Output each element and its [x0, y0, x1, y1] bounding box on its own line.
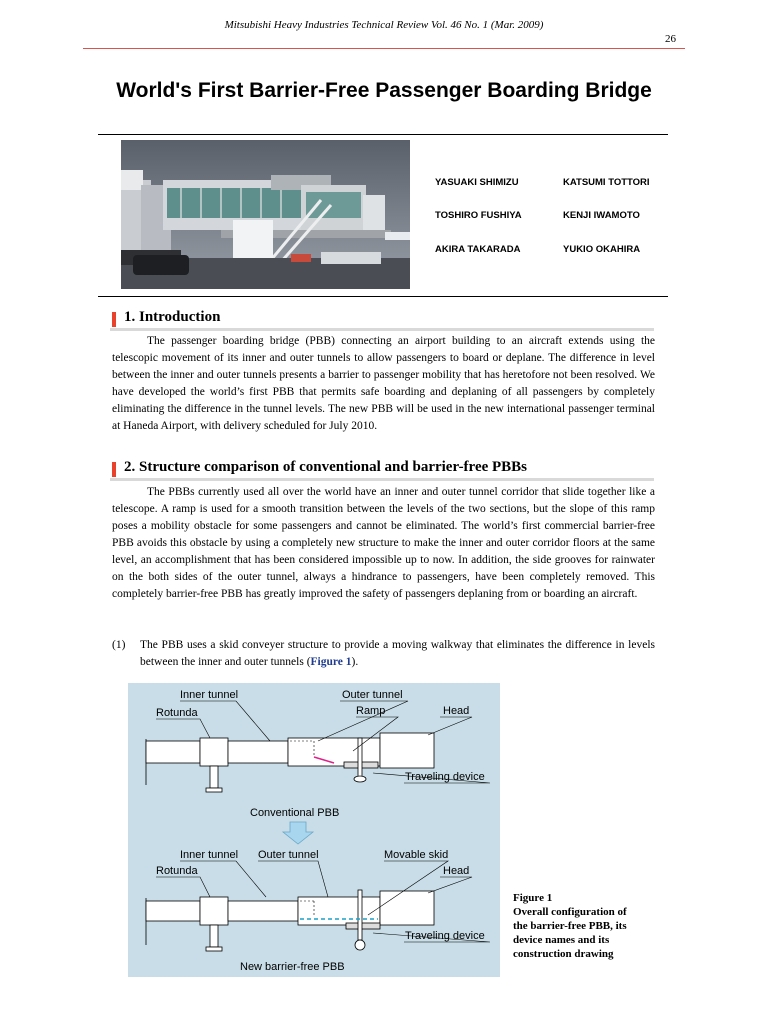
label-rotunda-bottom: Rotunda [156, 865, 198, 877]
author-4: KENJI IWAMOTO [563, 210, 640, 221]
label-conventional-pbb: Conventional PBB [250, 807, 340, 819]
boarding-bridge-photo [121, 140, 410, 289]
intro-paragraph: The passenger boarding bridge (PBB) connecting an airport building to an aircraft extends using the telescopic movement of its inner and outer tunnels to allow passengers to board or deplane. The difference in level between the inner and outer tunnels presents a barrier to passenger mobility that has heretofore not been resolved. We have developed the world’s first PBB that permits safe boarding and deplaning of all passengers by completely eliminating the difference in the tunnel levels. The new PBB will be used in the new international passenger terminal at Haneda Airport, with delivery scheduled for July 2010. [112, 335, 655, 432]
author-1: YASUAKI SHIMIZU [435, 177, 519, 188]
caption-title: Figure 1 [513, 892, 553, 904]
title-rule [98, 134, 668, 135]
figure-1-link[interactable]: Figure 1 [310, 656, 352, 668]
label-traveling-device-top: Traveling device [405, 771, 485, 783]
label-rotunda-top: Rotunda [156, 707, 198, 719]
label-head-bottom: Head [443, 865, 470, 877]
label-inner-tunnel-top: Inner tunnel [180, 689, 239, 701]
figure-1-caption [513, 891, 643, 961]
section-heading-structure: 2. Structure comparison of conventional and barrier-free PBBs [110, 460, 654, 481]
label-ramp: Ramp [356, 705, 386, 717]
author-5: AKIRA TAKARADA [435, 244, 521, 255]
label-outer-tunnel-bottom: Outer tunnel [258, 849, 319, 861]
label-traveling-device-bottom: Traveling device [405, 930, 485, 942]
author-3: TOSHIRO FUSHIYA [435, 210, 522, 221]
article-title: World's First Barrier-Free Passenger Boarding Bridge [116, 79, 652, 102]
page-number: 26 [665, 33, 676, 45]
label-outer-tunnel-top: Outer tunnel [342, 689, 403, 701]
header-rule [83, 48, 685, 49]
caption-text: Overall configuration of the barrier-free PBB, its device names and its construction drawing [513, 906, 627, 960]
label-head-top: Head [443, 705, 470, 717]
author-2: KATSUMI TOTTORI [563, 177, 650, 188]
figure-1-diagram [128, 683, 500, 977]
author-6: YUKIO OKAHIRA [563, 244, 641, 255]
journal-header: Mitsubishi Heavy Industries Technical Review Vol. 46 No. 1 (Mar. 2009) [224, 19, 544, 31]
section-marker [112, 462, 116, 477]
author-rule [98, 296, 668, 297]
section-marker [112, 312, 116, 327]
label-movable-skid: Movable skid [384, 849, 449, 861]
structure-paragraph: The PBBs currently used all over the world have an inner and outer tunnel corridor that slide together like a telescope. A ramp is used for a smooth transition between the levels of the two sections, but the slope of this ramp poses a mobility obstacle for some passengers and cannot be eliminated. The world’s first commercial barrier-free PBB avoids this obstacle by using a completely new structure to make the inner and outer corridor floors at the same level, an accomplishment that has been considered impossible up to now. In addition, the side grooves for rainwater on the both sides of the outer tunnel, always a hindrance to passengers, have been completely removed. This completely barrier-free PBB has greatly improved the safety of passengers deplaning from or boarding an aircraft. [112, 486, 655, 600]
label-new-barrier-free-pbb: New barrier-free PBB [240, 961, 345, 973]
list-item-1: (1) The PBB uses a skid conveyer structure to provide a moving walkway that eliminates the difference in levels between the inner and outer tunnels (Figure 1). [112, 639, 655, 668]
label-inner-tunnel-bottom: Inner tunnel [180, 849, 239, 861]
section-heading-introduction: 1. Introduction [110, 310, 654, 331]
